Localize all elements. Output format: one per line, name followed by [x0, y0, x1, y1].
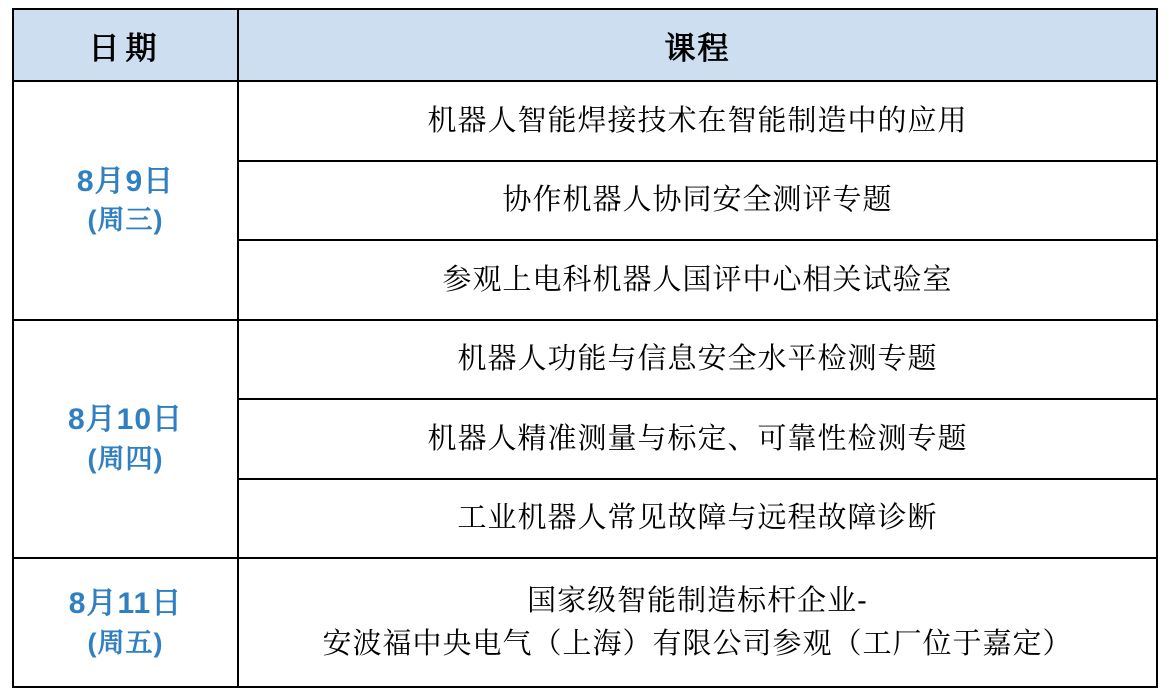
- date-main-day1: 8月9日: [76, 164, 175, 198]
- table-row: [13, 320, 1157, 400]
- date-main-day3: 8月11日: [68, 587, 183, 621]
- date-weekday-day3: (周五): [87, 627, 164, 658]
- course-cell: [238, 81, 1157, 161]
- course-text: 机器人智能焊接技术在智能制造中的应用: [427, 104, 968, 137]
- date-weekday-day1: (周三): [87, 205, 164, 236]
- date-weekday-day2: (周四): [87, 443, 164, 474]
- course-text: 协作机器人协同安全测评专题: [502, 184, 893, 217]
- course-text: 工业机器人常见故障与远程故障诊断: [457, 502, 938, 535]
- course-cell: [238, 399, 1157, 479]
- course-schedule-table: [12, 8, 1158, 688]
- course-text: 机器人功能与信息安全水平检测专题: [457, 343, 938, 376]
- table-row: [13, 81, 1157, 161]
- course-text: 参观上电科机器人国评中心相关试验室: [442, 263, 953, 296]
- date-cell-day3: [13, 558, 238, 687]
- column-header-course: 课程: [238, 9, 1157, 81]
- course-text: 机器人精准测量与标定、可靠性检测专题: [427, 422, 968, 455]
- date-cell-day2: [13, 320, 238, 559]
- course-text-line1: 国家级智能制造标杆企业-: [527, 585, 868, 618]
- date-main-day2: 8月10日: [67, 403, 184, 437]
- date-cell-day1: [13, 81, 238, 320]
- course-cell: [238, 161, 1157, 241]
- course-cell: [238, 558, 1157, 687]
- table-row: [13, 558, 1157, 687]
- table-header-row: [13, 9, 1157, 81]
- table-header: [13, 9, 1157, 81]
- course-cell: [238, 479, 1157, 559]
- course-text-line2: 安波福中央电气（上海）有限公司参观（工厂位于嘉定）: [322, 627, 1073, 660]
- course-cell: [238, 240, 1157, 320]
- course-cell: [238, 320, 1157, 400]
- column-header-date: 日期: [13, 9, 238, 81]
- table-body: [13, 81, 1157, 687]
